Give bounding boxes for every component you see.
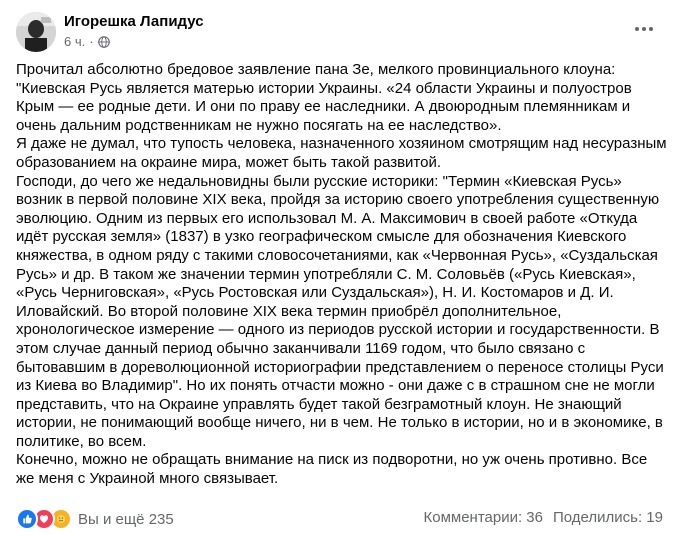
post-paragraph: Господи, до чего же недальновидны были русские историки: "Термин «Киевская Русь» возник в первой половине XIX века, пройдя за историю своего употребления существенную эволюцию. Одним из первых его использовал М. А. Максимович в своей работе «Откуда идёт русская земля» (1837) в узко географическом смысле для обозначения Киевского княжества, в одном ряду с такими словосочетаниями, как «Червонная Русь», «Суздальская Русь» и др. В таком же значении термин употребляли С. М. Соловьёв («Русь Киевская», «Русь Черниговская», «Русь Ростовская или Суздальская»), Н. И. Костомаров и Д. И. Иловайский. Во второй половине XIX века термин приобрёл дополнительное, хронологическое измерение — одного из периодов русской истории и государственности. В этом случае данный период обычно заканчивали 1169 годом, что было связано с бытовавшим в дореволюционной историографии представлением о переносе столицы Руси из Киева во Владимир". Но их понять отчасти можно - они даже с в страшном сне не могли представить, что на Окраине управлять будет такой безграмотный клоун. Не знающий истории, не понимающий вообще ничего, ни в чем. Не только в истории, но и в экономике, в политике, во всем. bbox=[16, 172, 664, 450]
post-paragraph: Я даже не думал, что тупость человека, назначенного хозяином смотрящим над несуразным образованием на окраине мира, может быть такой развитой. bbox=[16, 135, 667, 171]
meta-separator: · bbox=[89, 34, 94, 49]
more-options-icon[interactable] bbox=[627, 14, 661, 44]
post-paragraph: Конечно, можно не обращать внимание на писк из подворотни, но уж очень противно. Все же меня с Украиной много связывает. bbox=[16, 451, 648, 488]
post-meta bbox=[64, 34, 110, 49]
post-time[interactable]: 6 ч. bbox=[64, 34, 86, 49]
author-name[interactable]: Игорешка Лапидус bbox=[64, 13, 204, 30]
globe-icon[interactable] bbox=[98, 36, 110, 48]
comments-count[interactable]: Комментарии: 36 bbox=[423, 509, 543, 526]
post-text bbox=[16, 61, 668, 489]
post-paragraph: Прочитал абсолютно бредовое заявление пана Зе, мелкого провинциального клоуна: "Киевская Русь является матерью истории Украины. «24 области Украины и полуостров Крым — ее родные дети. И они по праву ее наследники. А двоюродным племянникам и очень дальним родственникам не нужно посягать на ее наследство». bbox=[16, 61, 632, 134]
avatar-photo bbox=[16, 12, 56, 52]
post-stats bbox=[424, 509, 664, 526]
reactions-summary[interactable] bbox=[16, 508, 174, 530]
post-footer bbox=[16, 506, 663, 530]
like-icon bbox=[16, 508, 38, 530]
reactions-count: Вы и ещё 235 bbox=[78, 510, 174, 528]
post-header bbox=[16, 12, 663, 56]
shares-count[interactable]: Поделились: 19 bbox=[553, 509, 663, 526]
avatar[interactable] bbox=[16, 12, 56, 52]
